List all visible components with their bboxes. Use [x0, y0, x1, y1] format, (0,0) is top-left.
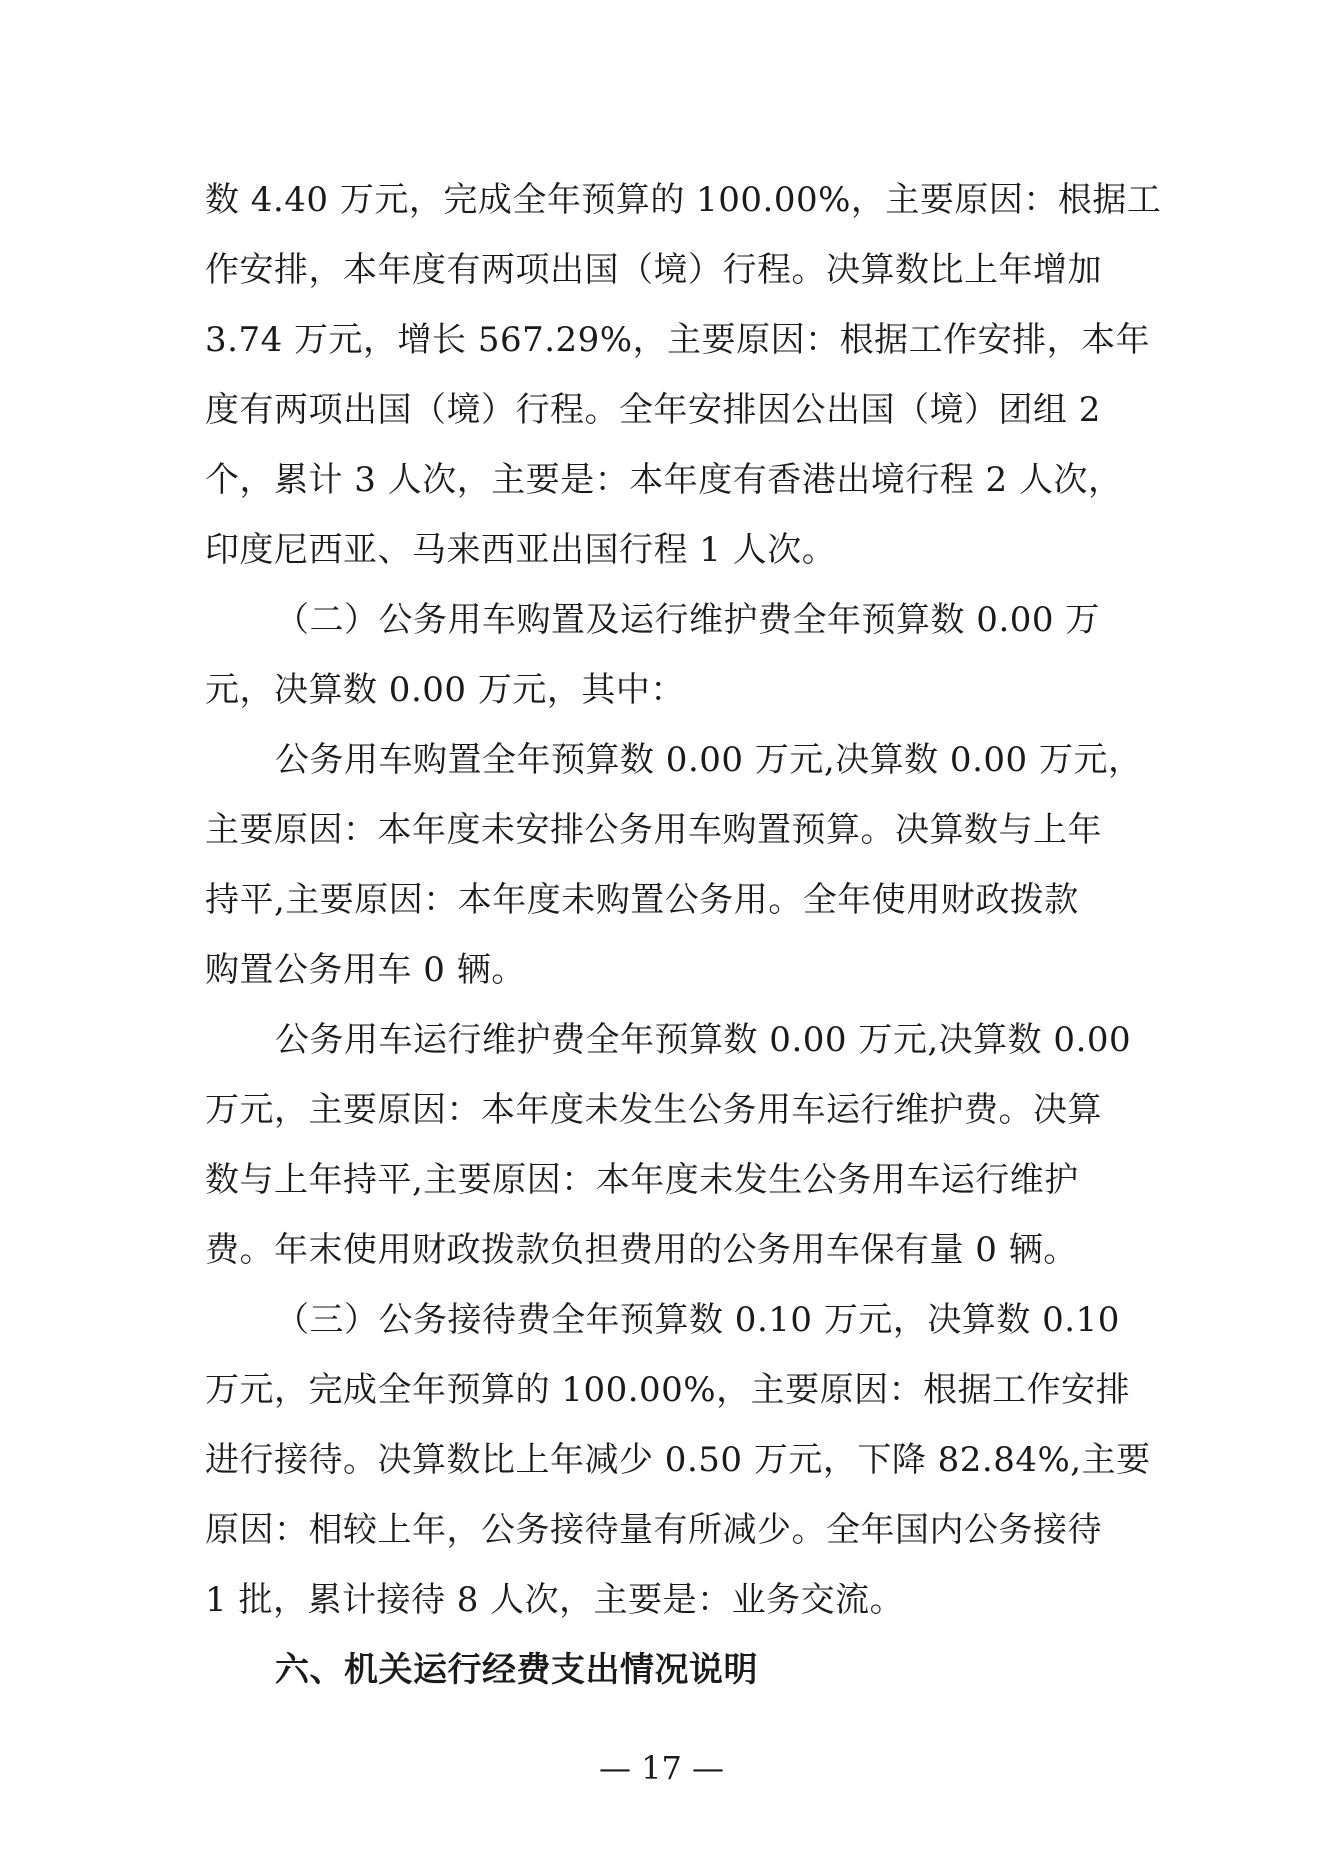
text-line: 作安排，本年度有两项出国（境）行程。决算数比上年增加	[205, 250, 1102, 290]
text-line: 3.74 万元，增长 567.29%，主要原因：根据工作安排，本年	[205, 320, 1151, 360]
text-line: 个，累计 3 人次，主要是：本年度有香港出境行程 2 人次，	[205, 460, 1123, 500]
text-line: 持平,主要原因：本年度未购置公务用。全年使用财政拨款	[205, 880, 1079, 920]
text-line: 元，决算数 0.00 万元，其中：	[205, 670, 685, 710]
text-line: 1 批，累计接待 8 人次，主要是：业务交流。	[205, 1580, 905, 1620]
paragraph-start-line: （三）公务接待费全年预算数 0.10 万元，决算数 0.10	[275, 1300, 1120, 1340]
text-line: 印度尼西亚、马来西亚出国行程 1 人次。	[205, 530, 837, 570]
text-line: 购置公务用车 0 辆。	[205, 950, 526, 990]
paragraph-start-line: 公务用车购置全年预算数 0.00 万元,决算数 0.00 万元，	[275, 740, 1143, 780]
paragraph-start-line: （二）公务用车购置及运行维护费全年预算数 0.00 万	[275, 600, 1100, 640]
page-number: — 17 —	[598, 1749, 725, 1787]
section-heading: 六、机关运行经费支出情况说明	[275, 1650, 758, 1690]
text-line: 数与上年持平,主要原因：本年度未发生公务用车运行维护	[205, 1160, 1079, 1200]
text-line: 费。年末使用财政拨款负担费用的公务用车保有量 0 辆。	[205, 1230, 1078, 1270]
text-line: 万元，主要原因：本年度未发生公务用车运行维护费。决算	[205, 1090, 1102, 1130]
paragraph-start-line: 公务用车运行维护费全年预算数 0.00 万元,决算数 0.00	[275, 1020, 1132, 1060]
text-line: 原因：相较上年，公务接待量有所减少。全年国内公务接待	[205, 1510, 1102, 1550]
text-line: 数 4.40 万元，完成全年预算的 100.00%，主要原因：根据工	[205, 180, 1162, 220]
text-line: 万元，完成全年预算的 100.00%，主要原因：根据工作安排	[205, 1370, 1131, 1410]
text-line: 主要原因：本年度未安排公务用车购置预算。决算数与上年	[205, 810, 1102, 850]
text-line: 度有两项出国（境）行程。全年安排因公出国（境）团组 2	[205, 390, 1101, 430]
text-line: 进行接待。决算数比上年减少 0.50 万元，下降 82.84%,主要	[205, 1440, 1151, 1480]
body-text	[205, 165, 1162, 1705]
